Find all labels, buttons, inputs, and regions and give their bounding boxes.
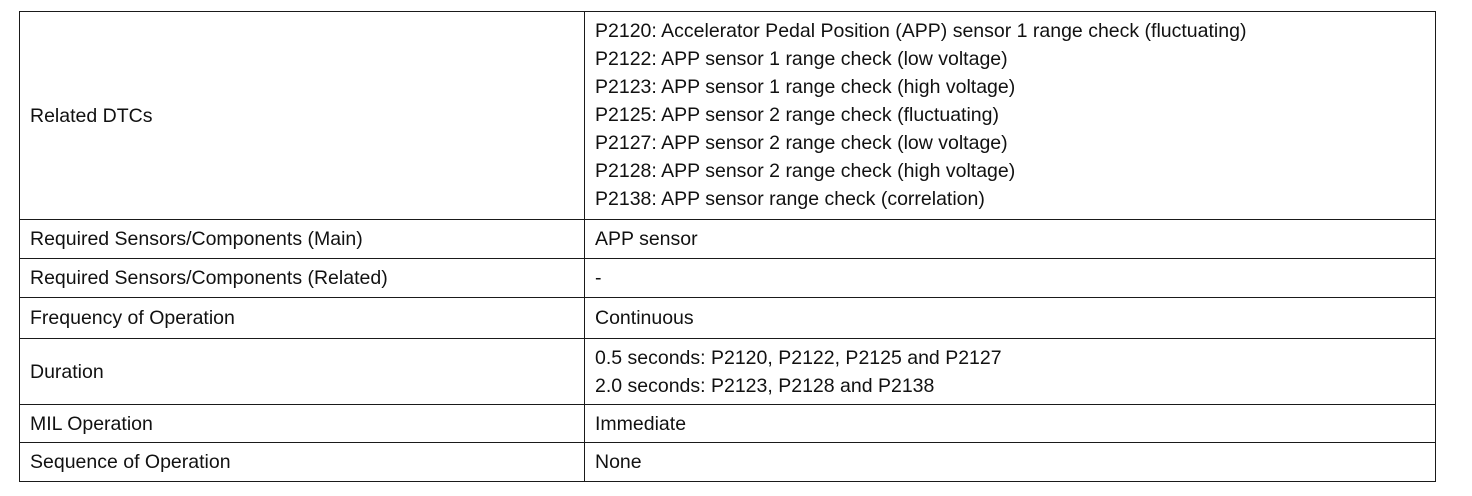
sequence-value: None	[585, 443, 1436, 482]
table-row-required-related	[20, 259, 1436, 298]
dtc-line: P2122: APP sensor 1 range check (low voltage)	[595, 48, 1008, 70]
table-row-sequence	[20, 443, 1436, 482]
dtc-line: P2125: APP sensor 2 range check (fluctuating)	[595, 104, 999, 126]
duration-value	[585, 339, 1436, 405]
dtc-line: P2138: APP sensor range check (correlation)	[595, 188, 985, 210]
table-row-frequency	[20, 298, 1436, 339]
dtc-line: P2123: APP sensor 1 range check (high voltage)	[595, 76, 1016, 98]
frequency-value: Continuous	[585, 298, 1436, 339]
duration-line: 2.0 seconds: P2123, P2128 and P2138	[595, 374, 935, 397]
mil-operation-label: MIL Operation	[20, 405, 585, 443]
monitor-spec-table	[19, 11, 1436, 482]
duration-label: Duration	[20, 339, 585, 405]
required-main-value: APP sensor	[585, 220, 1436, 259]
dtc-line: P2128: APP sensor 2 range check (high voltage)	[595, 160, 1016, 182]
dtc-line: P2120: Accelerator Pedal Position (APP) sensor 1 range check (fluctuating)	[595, 20, 1247, 42]
related-dtcs-label: Related DTCs	[20, 12, 585, 220]
required-related-label: Required Sensors/Components (Related)	[20, 259, 585, 298]
required-related-value: -	[585, 259, 1436, 298]
mil-operation-value: Immediate	[585, 405, 1436, 443]
required-main-label: Required Sensors/Components (Main)	[20, 220, 585, 259]
frequency-label: Frequency of Operation	[20, 298, 585, 339]
table-row-related-dtcs	[20, 12, 1436, 220]
duration-line: 0.5 seconds: P2120, P2122, P2125 and P2127	[595, 346, 1002, 369]
table-row-required-main	[20, 220, 1436, 259]
table-row-duration	[20, 339, 1436, 405]
sequence-label: Sequence of Operation	[20, 443, 585, 482]
related-dtcs-value	[585, 12, 1436, 220]
dtc-line: P2127: APP sensor 2 range check (low voltage)	[595, 132, 1008, 154]
table-row-mil-operation	[20, 405, 1436, 443]
